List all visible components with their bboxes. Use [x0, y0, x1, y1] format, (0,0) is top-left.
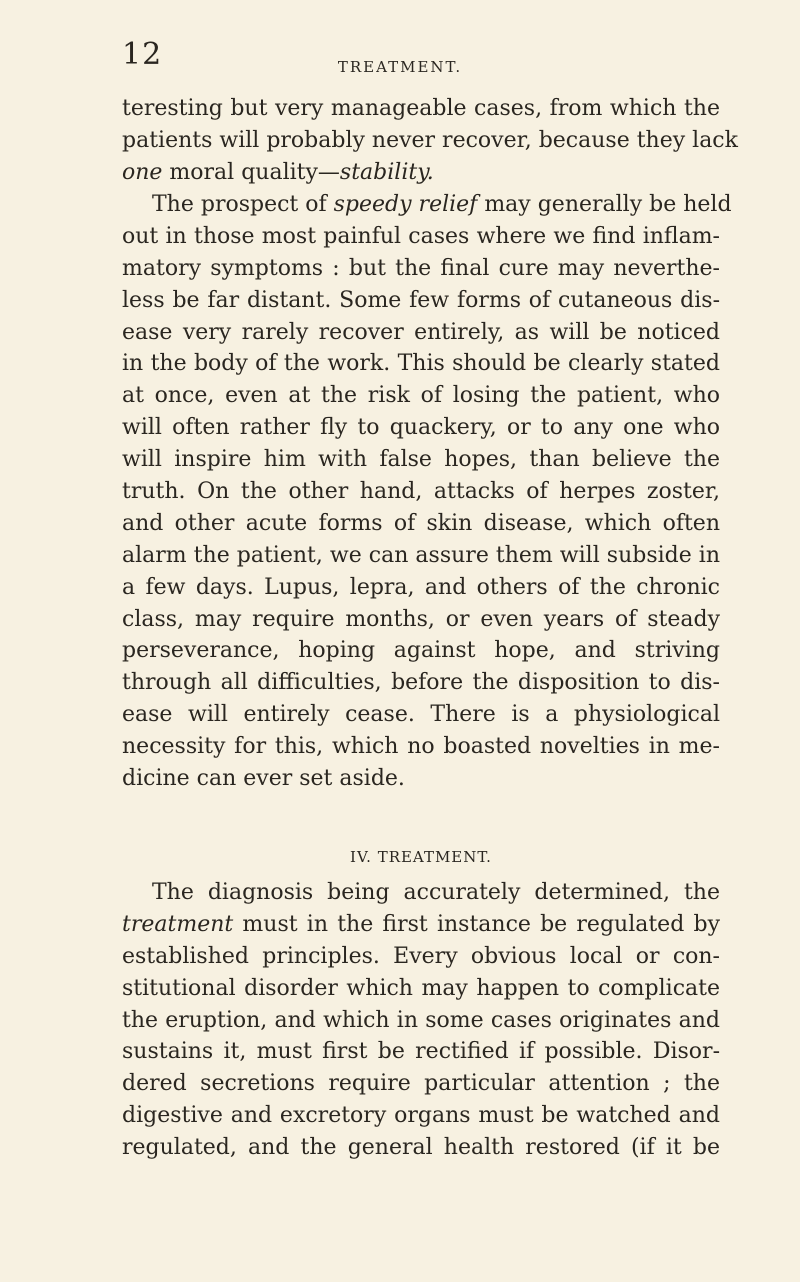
text-line: at once, even at the risk of losing the patient, who	[122, 383, 720, 409]
text-line: in the body of the work. This should be clearly stated	[122, 351, 720, 377]
emphasis: stability.	[339, 159, 434, 185]
text-line: regulated, and the general health restored (if it be	[122, 1135, 720, 1161]
text-line: teresting but very manageable cases, from which the	[122, 96, 720, 121]
text-line: dicine can ever set aside.	[122, 766, 405, 792]
text-line: out in those most painful cases where we find inflam-	[122, 223, 720, 249]
section-heading: IV. TREATMENT.	[350, 848, 492, 866]
text-line: alarm the patient, we can assure them will subside in	[122, 542, 720, 568]
text-line: less be far distant. Some few forms of cutaneous dis-	[122, 287, 720, 313]
page-number: 12	[122, 37, 163, 72]
text-line: ease will entirely cease. There is a physiological	[122, 702, 720, 728]
text-line: and other acute forms of skin disease, which often	[122, 510, 720, 536]
text-line: established principles. Every obvious local or con-	[122, 943, 720, 969]
text-line: patients will probably never recover, because they lack	[122, 127, 738, 153]
text-line: through all difficulties, before the disposition to dis-	[122, 670, 720, 696]
text-line: one moral quality—stability.	[122, 159, 434, 185]
text-line: sustains it, must first be rectified if possible. Disor-	[122, 1039, 720, 1065]
paragraph-treatment	[122, 877, 720, 1164]
text-line: will inspire him with false hopes, than believe the	[122, 447, 720, 473]
text-line: treatment must in the first instance be regulated by	[122, 911, 720, 937]
text-line: class, may require months, or even years of steady	[122, 606, 720, 632]
text-line: The diagnosis being accurately determined, the	[152, 880, 720, 905]
text-line: necessity for this, which no boasted novelties in me-	[122, 734, 720, 760]
paragraph-prospect	[122, 189, 732, 795]
text-line: The prospect of speedy relief may generally be held	[152, 192, 732, 217]
paragraph-continuation	[122, 93, 738, 189]
text-line: ease very rarely recover entirely, as will be noticed	[122, 319, 720, 345]
emphasis: one	[122, 159, 163, 185]
emphasis: treatment	[122, 911, 234, 937]
text-line: dered secretions require particular attention ; the	[122, 1071, 720, 1097]
text-line: the eruption, and which in some cases originates and	[122, 1007, 720, 1033]
text-line: truth. On the other hand, attacks of herpes zoster,	[122, 479, 720, 505]
emphasis: speedy relief	[333, 192, 478, 217]
text-line: will often rather fly to quackery, or to any one who	[122, 415, 720, 441]
text-line: stitutional disorder which may happen to complicate	[122, 975, 720, 1001]
text-line: a few days. Lupus, lepra, and others of the chronic	[122, 574, 720, 600]
text-line: perseverance, hoping against hope, and striving	[122, 638, 720, 664]
text-line: digestive and excretory organs must be watched and	[122, 1103, 720, 1129]
text-line: matory symptoms : but the final cure may neverthe-	[122, 255, 720, 281]
running-head: TREATMENT.	[337, 58, 463, 76]
